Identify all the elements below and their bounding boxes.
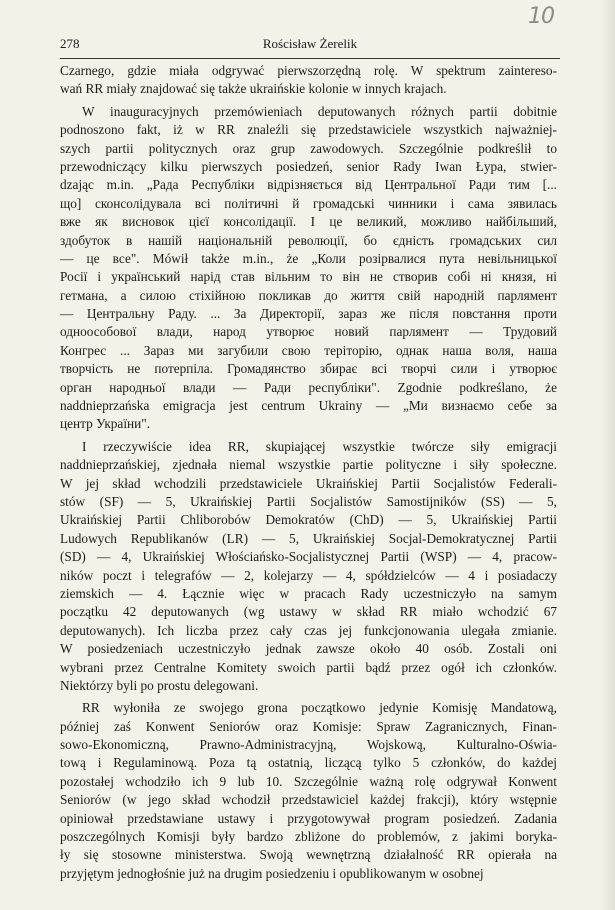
text-line: naddnieprzańska emigracja jest centrum Ukrainy — „Ми визнаємо себе за <box>60 398 557 414</box>
paragraph <box>60 699 557 883</box>
text-line: — це все". Mówił także m.in., że „Коли розірвалися пута невільницької <box>60 250 557 266</box>
text-line: Czarnego, gdzie miała odgrywać pierwszorzędną rolę. W spektrum zaintereso- <box>60 63 557 78</box>
text-line: одноособової влади, народ утворює новий парлямент — Трудовий <box>60 324 557 340</box>
page-header <box>60 36 560 56</box>
paragraph <box>60 103 557 434</box>
text-line: szych partii politycznych oraz grup zawodowych. Szczególnie podkreślił to <box>60 140 557 156</box>
text-line: Ludowych Republikanów (LR) — 5, Ukraińskiej Socjal-Demokratycznej Partii <box>60 530 557 546</box>
text-line: W inauguracyjnych przemówieniach deputowanych różnych partii dobitnie <box>82 103 557 119</box>
text-line: stów (SF) — 5, Ukraińskiej Partii Socjalistów Samostijników (SS) — 5, <box>60 493 557 509</box>
text-line: naddnieprzańskiej, zjednała niemal wszystkie partie polityczne i siły społeczne. <box>60 457 557 473</box>
page-edge-shadow <box>601 0 615 910</box>
text-line: początku 42 deputowanych (wg ustawy w skład RR miało wchodzić 67 <box>60 604 557 620</box>
text-line: deputowanych). Ich liczba przez cały czas jej funkcjonowania ulegała zmianie. <box>60 622 557 638</box>
text-line: Росії і український нарід став вільним то він не створив собі ні князя, ні <box>60 269 557 285</box>
text-line: творчість не потерпіла. Громадянство збирає всі творчі сили і утворює <box>60 361 557 377</box>
header-rule <box>60 58 560 59</box>
text-line: центр України". <box>60 416 151 432</box>
text-line: гетмана, а силою стіхійною покликав до життя свій народній парлямент <box>60 287 557 303</box>
text-line: później zaś Konwent Seniorów oraz Komisje: Spraw Zagranicznych, Finan- <box>60 718 557 734</box>
text-line: przyjętym jednogłośnie już na drugim posiedzeniu i opublikowanym w osobnej <box>60 865 484 881</box>
text-line: Ukraińskiej Partii Chliborobów Demokratów (ChD) — 5, Ukraińskiej Partii <box>60 512 557 528</box>
text-line: Конгрес ... Зараз ми загубили свою теріторію, однак наша воля, наша <box>60 342 557 358</box>
paragraph <box>60 438 557 695</box>
text-line: tową i Regulaminową. Poza tą ostatnią, liczącą tylko 5 członków, do każdej <box>60 755 557 771</box>
text-line: Niektórzy byli po prostu delegowani. <box>60 677 259 693</box>
text-line: Seniorów (w jego skład wchodził przedstawiciel każdej frakcji), który wstępnie <box>60 792 557 808</box>
text-line: що] сконсолідувала всі політичні й громадські чинники і сама зявилась <box>60 195 557 211</box>
text-line: dzając m.in. „Рада Республіки відрізняється від Центральної Ради тим [... <box>60 177 557 193</box>
text-line: вже як висновок цієї консолідації. І це великий, можливо найбільший, <box>60 214 557 230</box>
text-line: W posiedzeniach uczestniczyło jednak zawsze około 40 osób. Zostali oni <box>60 641 557 657</box>
text-line: ziemskich — 4. Łącznie więc w pracach Rady uczestniczyło na samym <box>60 585 557 601</box>
text-line: — Центральну Раду. ... За Директорії, зараз же після повстання проти <box>60 306 557 322</box>
text-line: I rzeczywiście idea RR, skupiającej wszystkie twórcze siły emigracji <box>82 438 557 454</box>
text-line: poszczególnych Komisji były bardzo zbliżone do problemów, z jakimi boryka- <box>60 829 557 845</box>
paragraph <box>60 62 557 99</box>
text-line: wybrani przez Centralne Komitety swoich partii bądź przez ogół ich członków. <box>60 659 557 675</box>
text-line: ły się stosowne ministerstwa. Swoją wewnętrzną działalność RR opierała na <box>60 847 557 863</box>
text-line: opiniował przedstawiane ustawy i przygotowywał program posiedzeń. Zadania <box>60 810 557 826</box>
text-line: W jej skład wchodzili przedstawiciele Ukraińskiej Partii Socjalistów Federali- <box>60 475 557 491</box>
text-line: здобуток в нашій національній революції, бо єдність громадських сил <box>60 232 557 248</box>
running-head: Rościsław Żerelik <box>262 36 358 51</box>
text-line: sowo-Ekonomiczną, Prawno-Administracyjną, Wojskową, Kulturalno-Oświa- <box>60 737 557 753</box>
text-line: ników poczt i telegrafów — 2, kolejarzy — 4, spółdzielców — 4 i posiadaczy <box>60 567 557 583</box>
text-line: pozostałej wchodziło ich 9 lub 10. Szczególnie ważną rolę odgrywał Konwent <box>60 773 557 789</box>
page-number: 278 <box>60 36 80 51</box>
text-line: орган народньої влади — Ради республіки". Zgodnie podkreślano, że <box>60 379 557 395</box>
body-text <box>60 62 557 883</box>
pencil-annotation: 10 <box>528 4 554 29</box>
text-line: (SD) — 4, Ukraińskiej Włościańsko-Socjalistycznej Partii (WSP) — 4, pracow- <box>60 549 557 565</box>
text-line: przewodniczący kilku pierwszych posiedzeń, senior Rady Iwan Łypa, stwier- <box>60 158 557 174</box>
text-line: RR wyłoniła ze swojego grona początkowo jedynie Komisję Mandatową, <box>82 700 557 716</box>
text-line: podnoszono fakt, iż w RR znaleźli się przedstawiciele wszystkich najważniej- <box>60 122 557 138</box>
text-line: wań RR miały znajdować się także ukraińskie kolonie w innych krajach. <box>60 81 447 97</box>
